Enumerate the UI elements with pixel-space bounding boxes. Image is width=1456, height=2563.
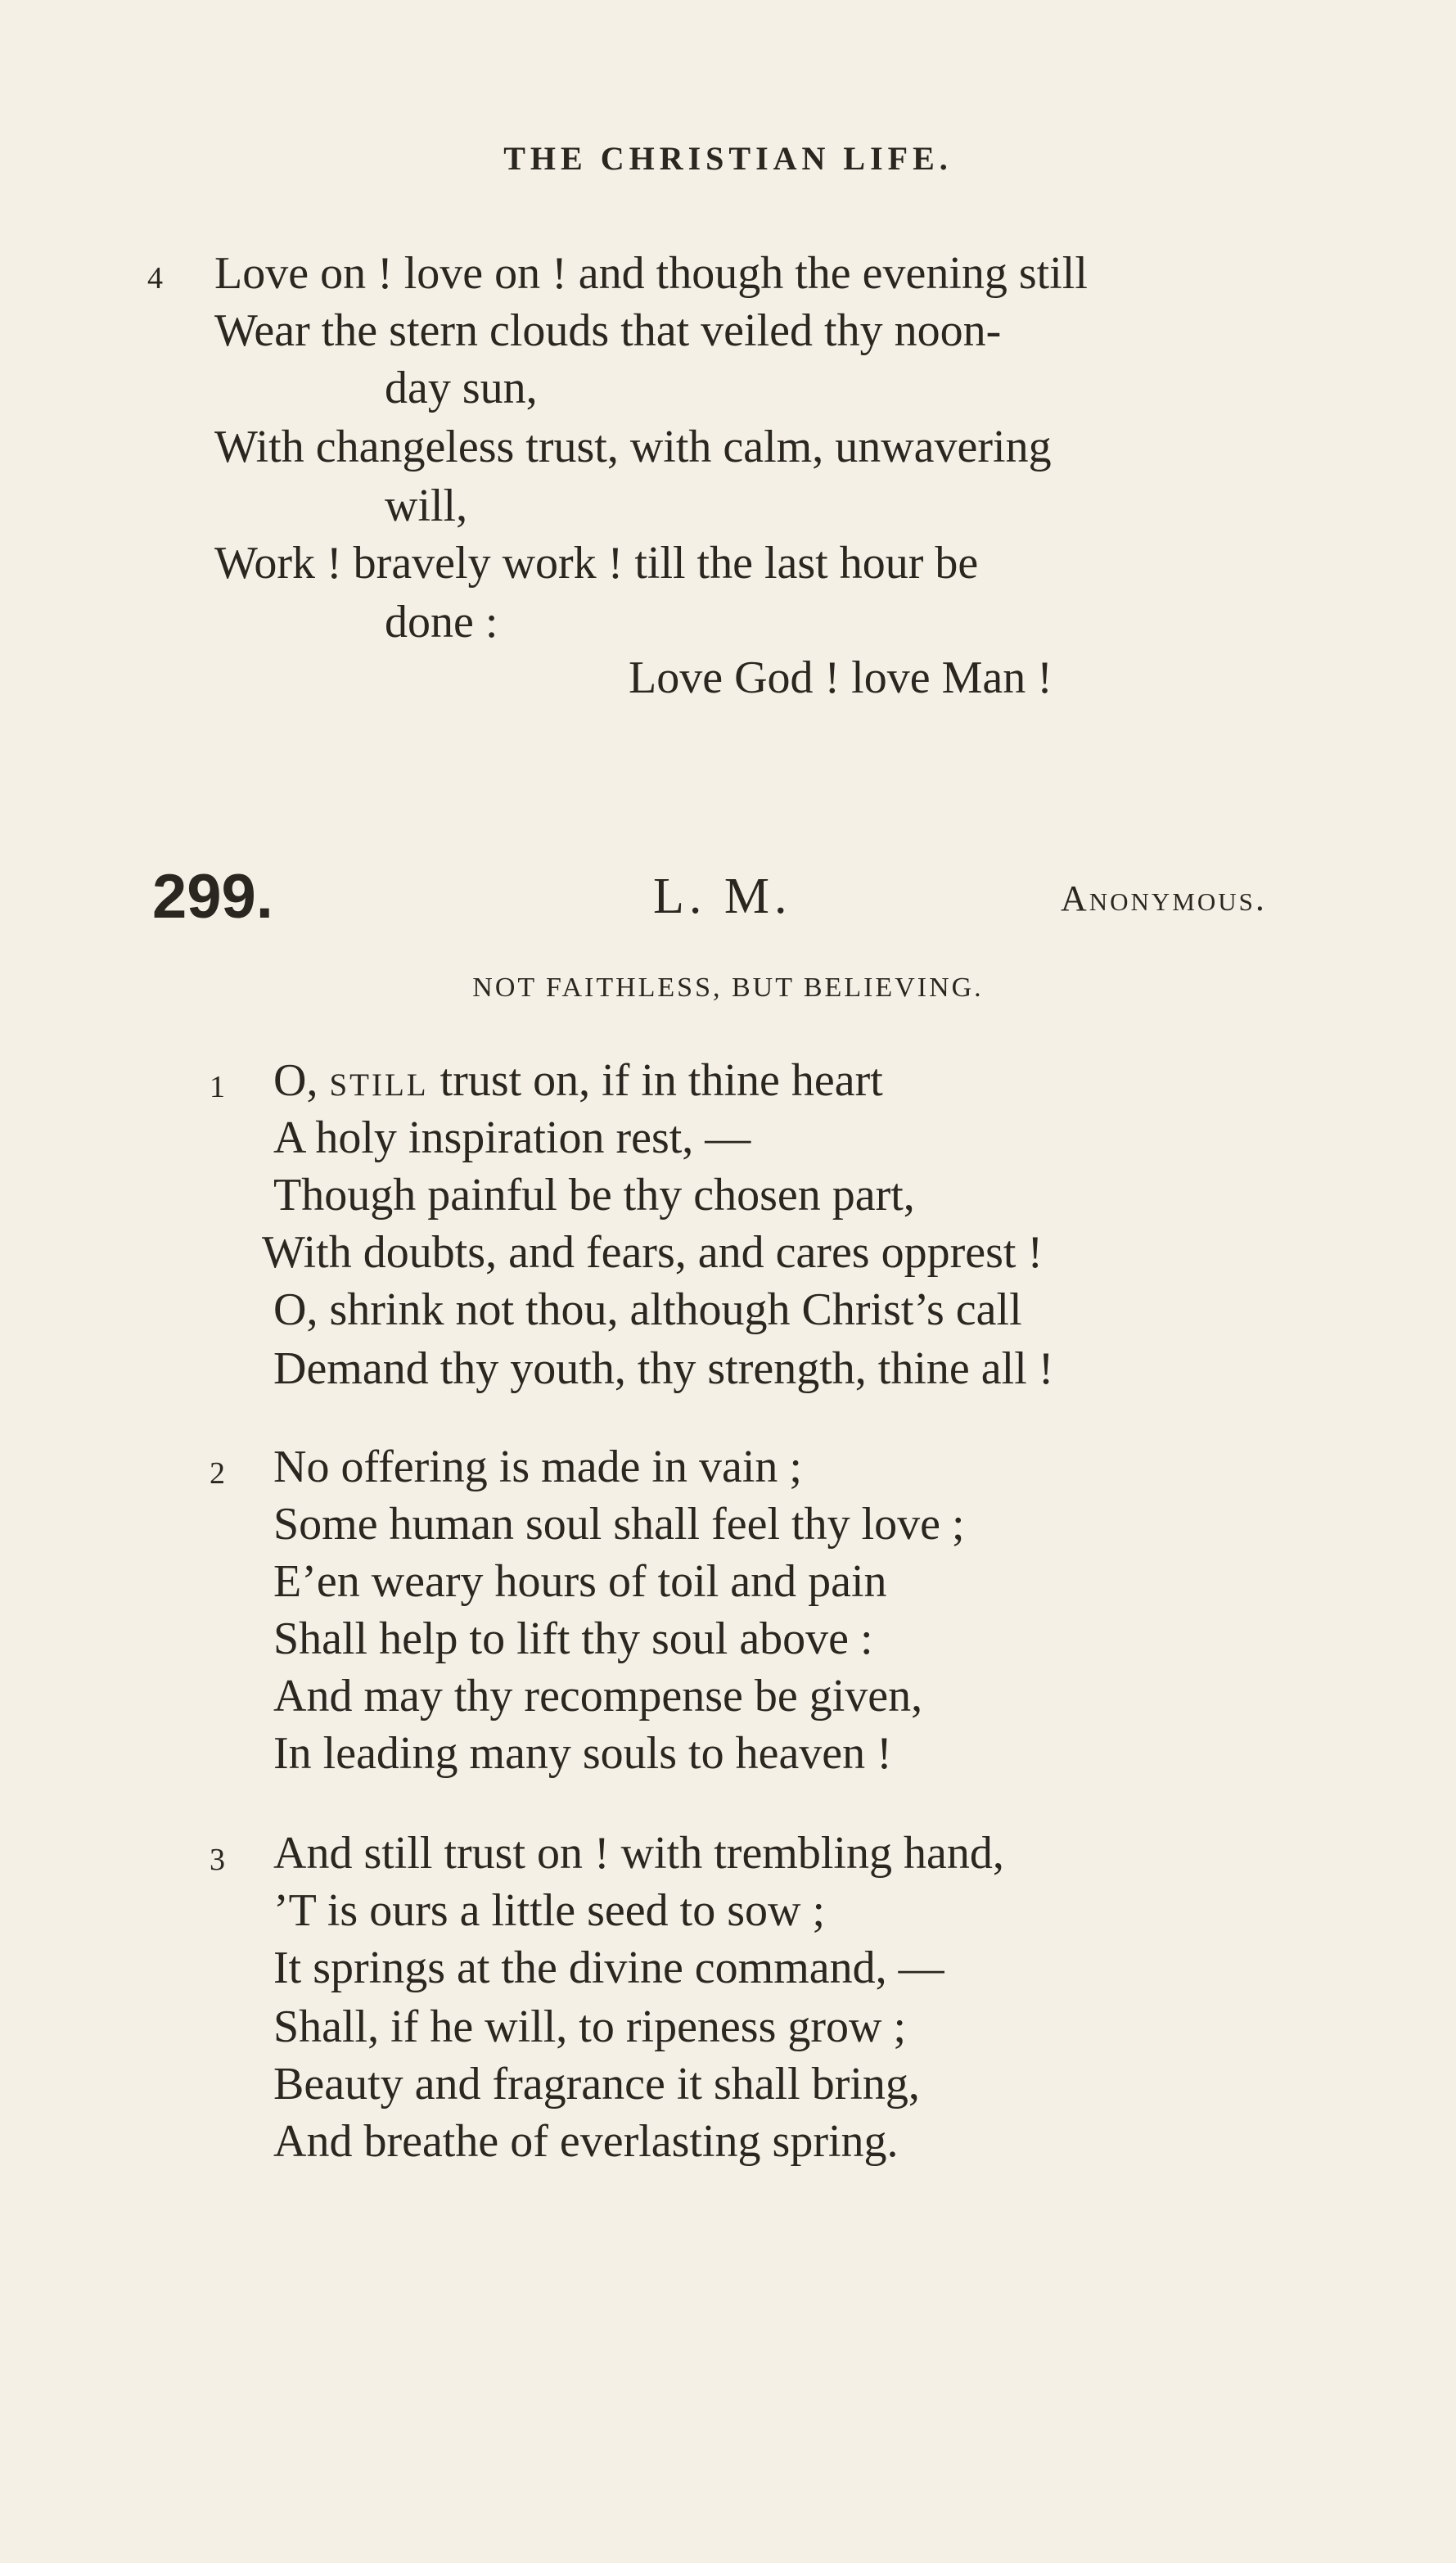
verse-line: ’T is ours a little seed to sow ; <box>273 1885 825 1936</box>
verse-line: No offering is made in vain ; <box>273 1442 802 1492</box>
verse-line: Work ! bravely work ! till the last hour be <box>214 538 979 589</box>
verse-line: Some human soul shall feel thy love ; <box>273 1499 965 1550</box>
hymn-author: Anonymous. <box>1061 878 1267 918</box>
verse-line: And breathe of everlasting spring. <box>273 2116 899 2167</box>
verse-line: O, shrink not thou, although Christ’s call <box>273 1284 1022 1335</box>
verse-number: 4 <box>147 261 163 296</box>
verse-number: 2 <box>210 1456 225 1491</box>
verse-line: Love on ! love on ! and though the evening still <box>214 248 1088 299</box>
verse-number: 1 <box>210 1070 225 1104</box>
verse-line: Shall, if he will, to ripeness grow ; <box>273 2001 907 2052</box>
verse-line: Beauty and fragrance it shall bring, <box>273 2059 920 2110</box>
hymn-subtitle: NOT FAITHLESS, BUT BELIEVING. <box>472 972 984 1003</box>
verse-first-word: O, <box>273 1055 318 1106</box>
hymn-number: 299. <box>152 862 273 932</box>
verse-line: Shall help to lift thy soul above : <box>273 1613 873 1664</box>
verse-line: With changeless trust, with calm, unwavering <box>214 422 1052 472</box>
hymn-meter: L. M. <box>653 869 792 924</box>
verse-line: And still trust on ! with trembling hand, <box>273 1828 1004 1879</box>
verse-line: day sun, <box>385 363 538 413</box>
verse-small-caps: still <box>329 1055 429 1106</box>
verse-line: Though painful be thy chosen part, <box>273 1170 915 1221</box>
verse-line: And may thy recompense be given, <box>273 1671 923 1721</box>
verse-line: A holy inspiration rest, — <box>273 1112 751 1163</box>
verse-line: With doubts, and fears, and cares opprest ! <box>262 1227 1044 1278</box>
verse-line: Wear the stern clouds that veiled thy noon- <box>214 305 1002 356</box>
verse-line: Demand thy youth, thy strength, thine all ! <box>273 1343 1054 1394</box>
verse-line: will, <box>385 481 468 531</box>
verse-line: In leading many souls to heaven ! <box>273 1728 892 1779</box>
verse-line-rest: trust on, if in thine heart <box>428 1055 883 1106</box>
verse-line: E’en weary hours of toil and pain <box>273 1556 887 1607</box>
verse-number: 3 <box>210 1843 225 1877</box>
verse-line <box>273 1055 883 1106</box>
verse-refrain: Love God ! love Man ! <box>629 652 1053 703</box>
running-header: THE CHRISTIAN LIFE. <box>503 140 953 177</box>
verse-line: It springs at the divine command, — <box>273 1943 944 1993</box>
verse-line: done : <box>385 597 498 648</box>
